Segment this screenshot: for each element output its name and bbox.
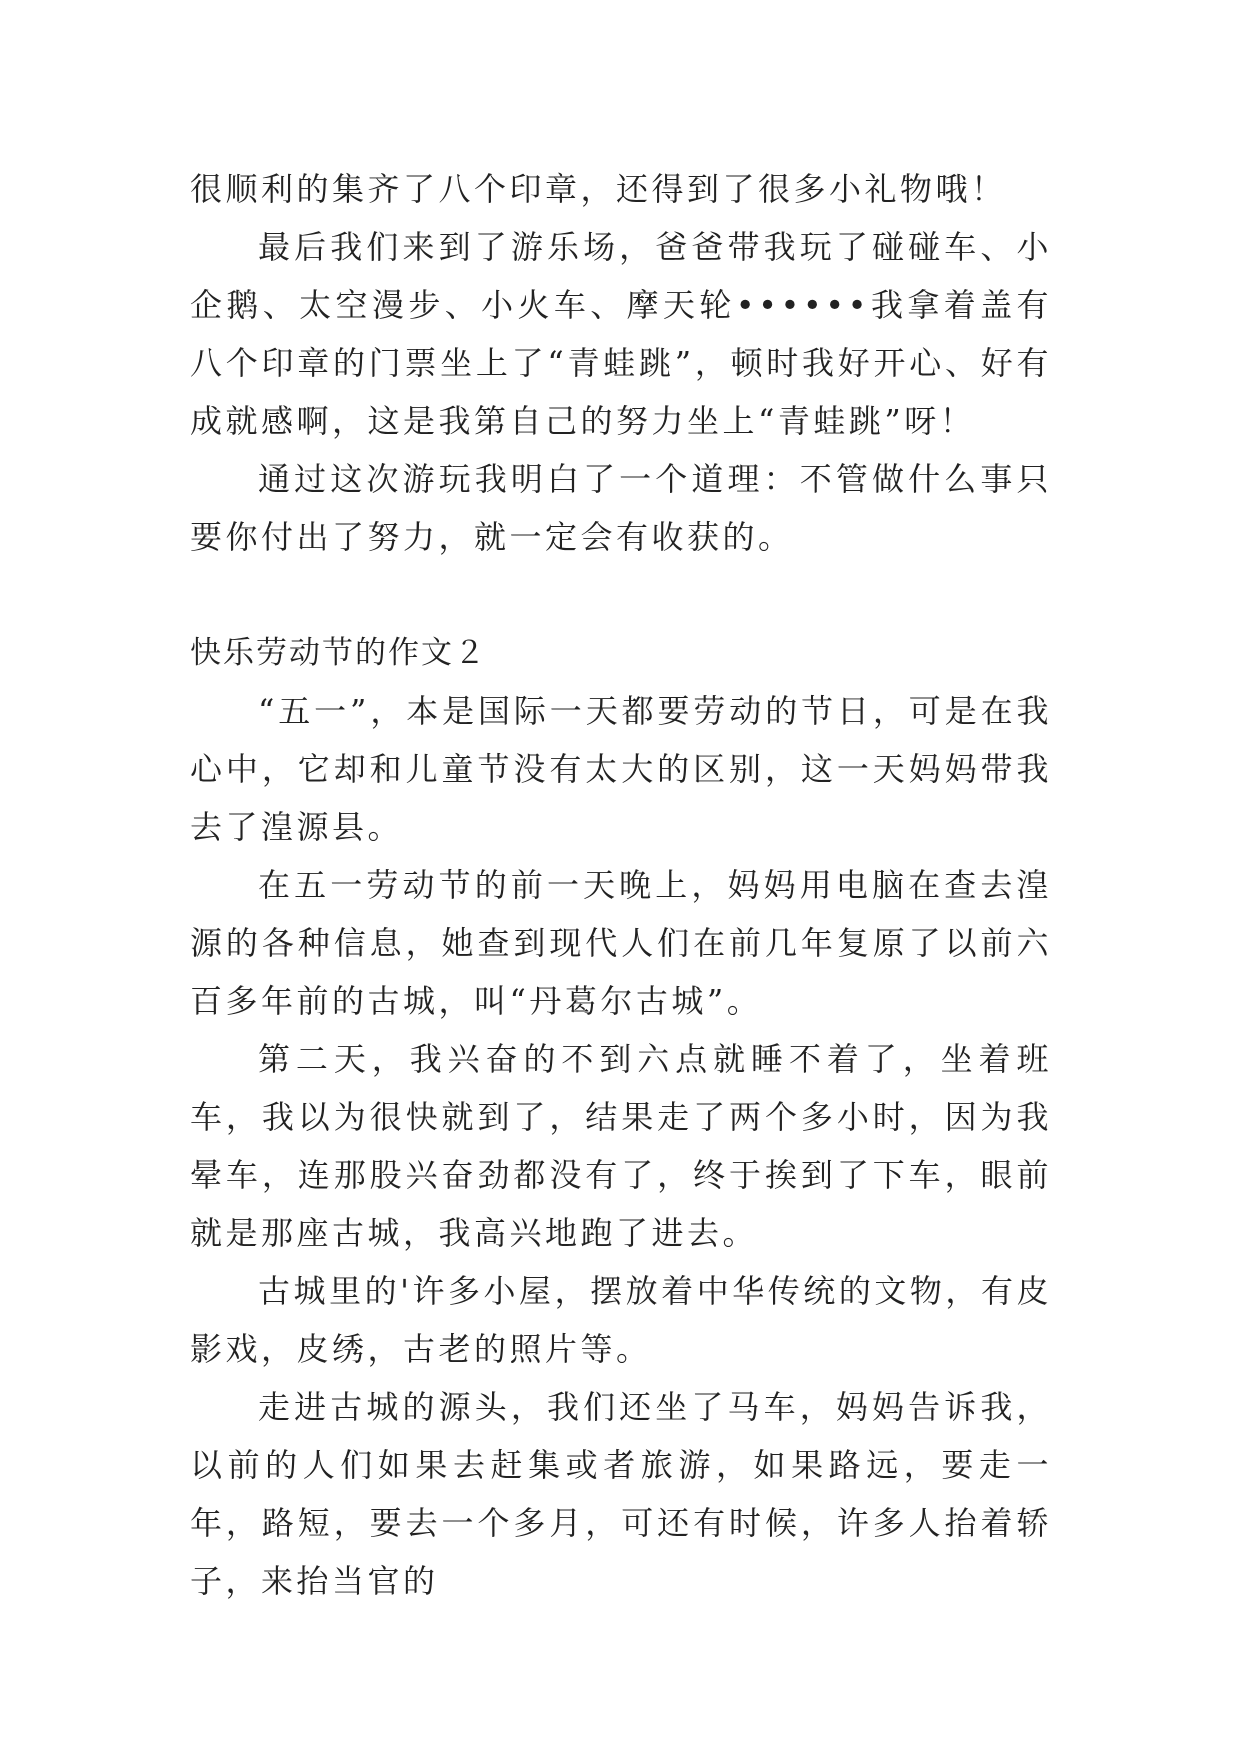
paragraph-amusement-park: 最后我们来到了游乐场，爸爸带我玩了碰碰车、小企鹅、太空漫步、小火车、摩天轮••••••我拿着盖有八个印章的门票坐上了“青蛙跳”，顿时我好开心、好有成就感啊，这是我第自己的努力坐上“青蛙跳”呀！ <box>190 228 1052 440</box>
essay-heading: 快乐劳动节的作文２ <box>190 635 487 671</box>
essay-body <box>190 160 1052 1610</box>
section-spacer <box>190 566 1052 624</box>
paragraph-night-before: 在五一劳动节的前一天晚上，妈妈用电脑在查去湟源的各种信息，她查到现代人们在前几年复原了以前六百多年前的古城，叫“丹葛尔古城”。 <box>190 866 1052 1020</box>
paragraph-next-day: 第二天，我兴奋的不到六点就睡不着了，坐着班车，我以为很快就到了，结果走了两个多小时，因为我晕车，连那股兴奋劲都没有了，终于挨到了下车，眼前就是那座古城，我高兴地跑了进去。 <box>190 1040 1052 1252</box>
paragraph-old-houses: 古城里的'许多小屋，摆放着中华传统的文物，有皮影戏，皮绣，古老的照片等。 <box>190 1272 1052 1368</box>
paragraph-may-day: “五一”，本是国际一天都要劳动的节日，可是在我心中，它却和儿童节没有太大的区别，这一天妈妈带我去了湟源县。 <box>190 692 1052 846</box>
paragraph-stamps-collected: 很顺利的集齐了八个印章，还得到了很多小礼物哦！ <box>190 170 1007 208</box>
paragraph-lesson-learned: 通过这次游玩我明白了一个道理：不管做什么事只要你付出了努力，就一定会有收获的。 <box>190 460 1052 556</box>
paragraph-carriage-ride: 走进古城的源头，我们还坐了马车，妈妈告诉我，以前的人们如果去赶集或者旅游，如果路远，要走一年，路短，要去一个多月，可还有时候，许多人抬着轿子，来抬当官的 <box>190 1388 1052 1600</box>
